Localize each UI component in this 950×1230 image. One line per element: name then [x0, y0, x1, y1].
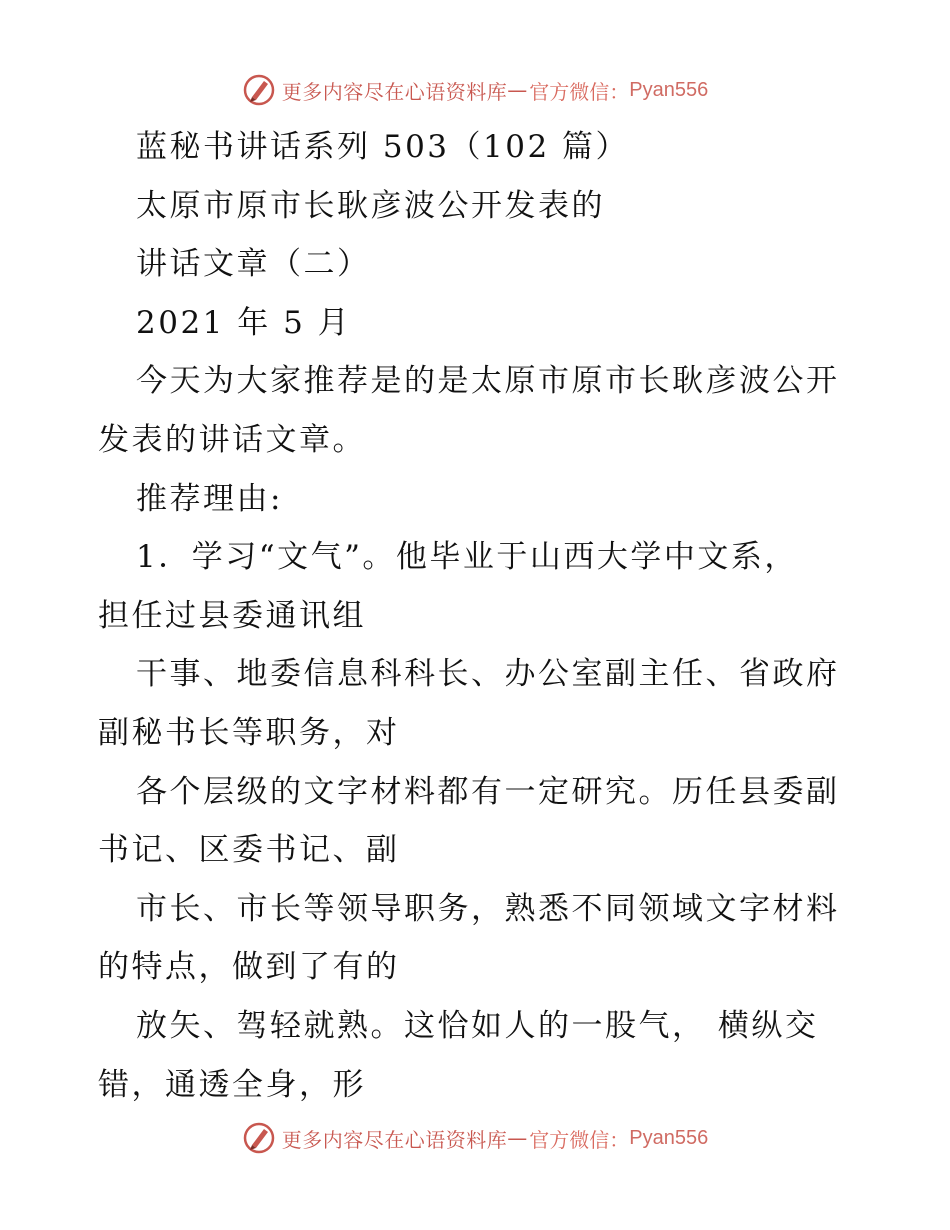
text-line: 干事、地委信息科科长、办公室副主任、省政府: [136, 656, 840, 693]
text-line: 担任过县委通讯组: [98, 597, 366, 634]
watermark-dash: —: [507, 1126, 528, 1150]
watermark-header: [0, 70, 950, 110]
document-body: [98, 118, 868, 1114]
text-line: 的特点，做到了有的: [98, 949, 400, 986]
text-line: 市长、市长等领导职务，熟悉不同领域文字材料: [136, 890, 840, 927]
text-line: 错，通透全身，形: [98, 1066, 366, 1103]
watermark-account: Pyan556: [629, 78, 709, 101]
watermark-official-label: 官方微信：: [529, 1127, 630, 1152]
watermark-footer: [0, 1118, 950, 1158]
watermark-site-text: 更多内容尽在心语资料库: [281, 79, 508, 104]
text-line: 放矢、驾轻就熟。这恰如人的一股气， 横纵交: [136, 1007, 819, 1044]
text-line: 1．学习“文气”。他毕业于山西大学中文系，: [136, 539, 798, 576]
text-line: 各个层级的文字材料都有一定研究。历任县委副: [136, 773, 840, 810]
text-line: 太原市原市长耿彦波公开发表的: [136, 187, 605, 224]
text-line: 今天为大家推荐是的是太原市原市长耿彦波公开: [136, 363, 840, 400]
watermark-account: Pyan556: [629, 1126, 709, 1149]
text-line: 蓝秘书讲话系列 503（102 篇）: [136, 129, 630, 165]
pen-logo-icon: [242, 1121, 276, 1155]
text-line: 发表的讲话文章。: [98, 421, 366, 458]
text-line: 2021 年 5 月: [136, 304, 352, 341]
watermark-site-text: 更多内容尽在心语资料库: [281, 1127, 508, 1152]
watermark-official-label: 官方微信：: [529, 79, 630, 104]
text-line: 副秘书长等职务，对: [98, 714, 400, 751]
text-line: 书记、区委书记、副: [98, 832, 400, 869]
text-line: 讲话文章（二）: [136, 246, 371, 283]
watermark-dash: —: [507, 78, 528, 102]
pen-logo-icon: [242, 73, 276, 107]
text-line: 推荐理由:: [136, 480, 283, 517]
